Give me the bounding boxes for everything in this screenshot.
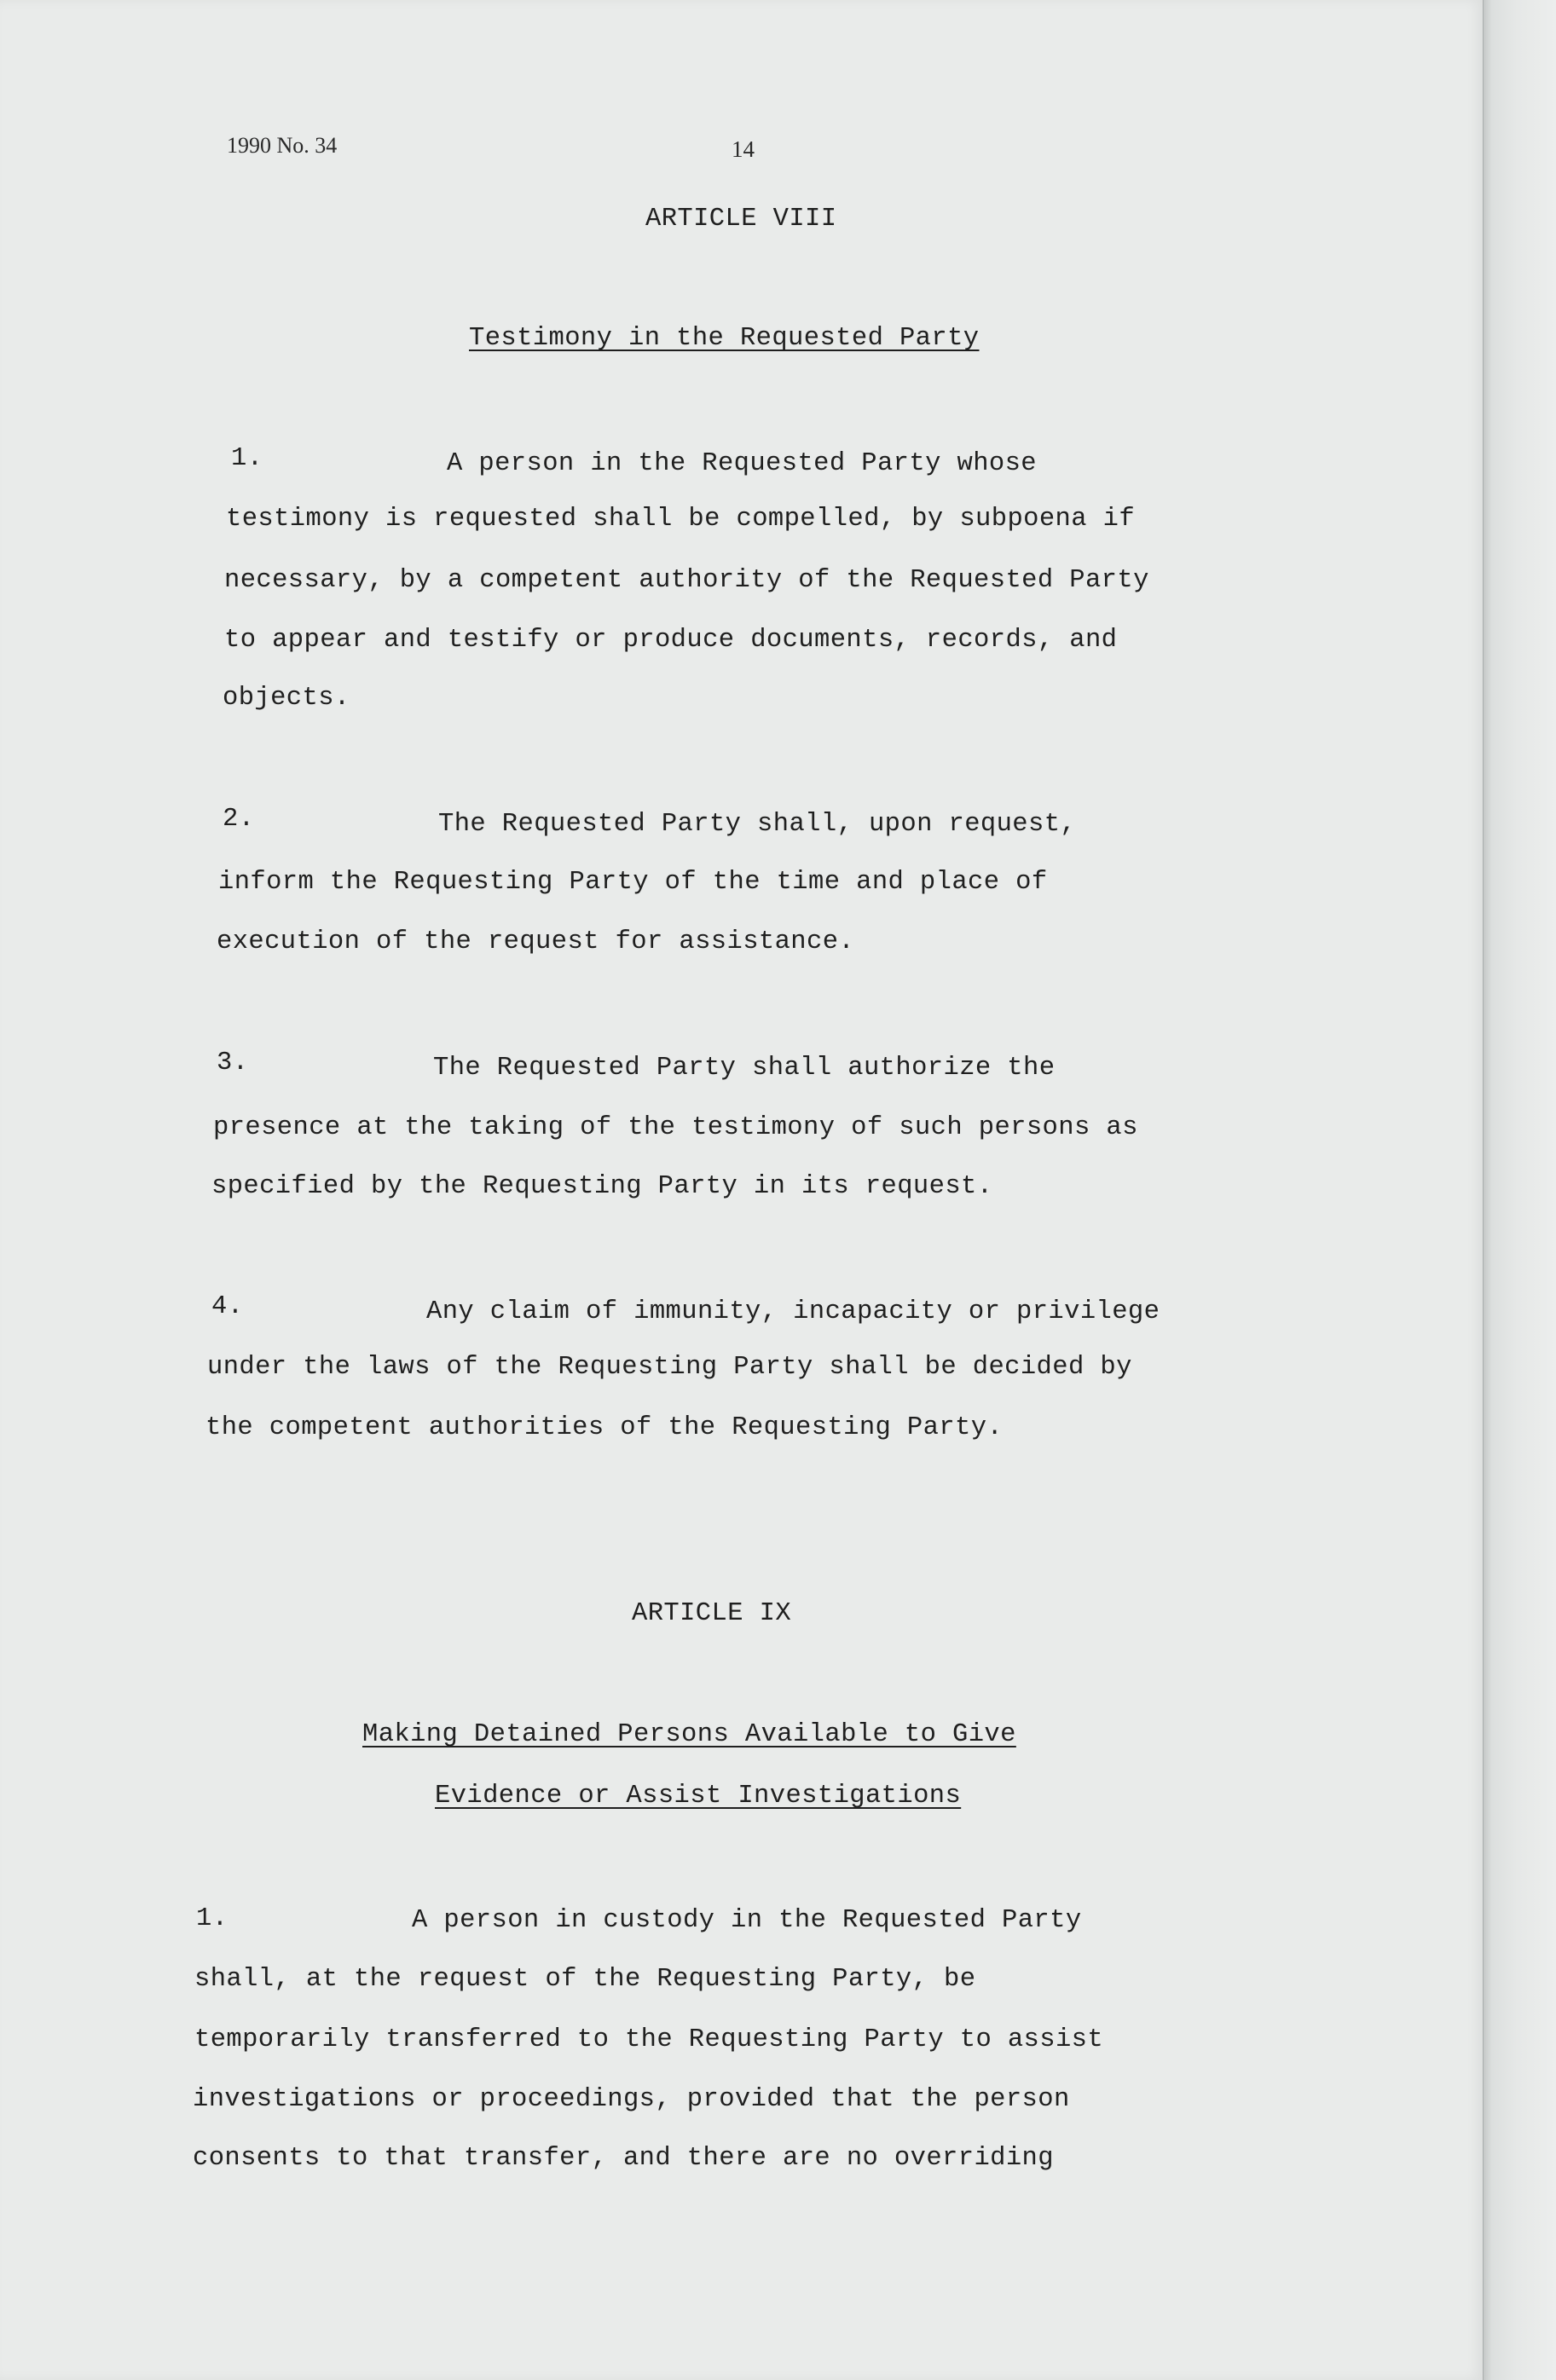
art9-para1-line: shall, at the request of the Requesting Party, be [194,1965,976,1994]
art8-para4-line: Any claim of immunity, incapacity or privilege [426,1297,1160,1326]
art8-para4-line: the competent authorities of the Requesting Party. [205,1413,1004,1442]
art8-para1-line: testimony is requested shall be compelled, by subpoena if [226,505,1136,534]
art9-para1-line: temporarily transferred to the Requesting Party to assist [194,2025,1104,2054]
art8-para2-number: 2. [223,805,255,834]
art8-para1-line: A person in the Requested Party whose [447,449,1038,478]
art8-para2-line: inform the Requesting Party of the time and place of [218,868,1048,897]
document-reference: 1990 No. 34 [227,133,338,158]
art8-para3-line: presence at the taking of the testimony of such persons as [213,1113,1138,1142]
art8-para1-number: 1. [231,444,263,473]
art8-para2-line: execution of the request for assistance. [217,927,855,956]
art9-para1-line: consents to that transfer, and there are no overriding [193,2144,1054,2173]
art8-para3-line: The Requested Party shall authorize the [433,1054,1056,1083]
art8-para3-line: specified by the Requesting Party in its request. [211,1172,993,1201]
page-number: 14 [732,136,755,162]
art8-para2-line: The Requested Party shall, upon request, [438,810,1077,839]
article-viii-title: Testimony in the Requested Party [469,324,980,353]
underlying-page-edge [1484,0,1556,2380]
art9-para1-line: investigations or proceedings, provided that the person [193,2085,1070,2114]
art8-para1-line: necessary, by a competent authority of the Requested Party [224,566,1149,595]
art9-para1-line: A person in custody in the Requested Party [412,1906,1082,1935]
art8-para4-number: 4. [211,1292,244,1321]
art8-para3-number: 3. [217,1048,249,1077]
art9-para1-number: 1. [196,1904,228,1933]
art8-para1-line: objects. [223,684,350,713]
article-viii-heading: ARTICLE VIII [645,205,837,234]
article-ix-title-line: Making Detained Persons Available to Give [362,1720,1016,1749]
article-ix-title-line: Evidence or Assist Investigations [435,1782,962,1811]
art8-para1-line: to appear and testify or produce documents, records, and [224,626,1118,655]
article-ix-heading: ARTICLE IX [632,1599,792,1628]
art8-para4-line: under the laws of the Requesting Party shall be decided by [207,1353,1132,1382]
